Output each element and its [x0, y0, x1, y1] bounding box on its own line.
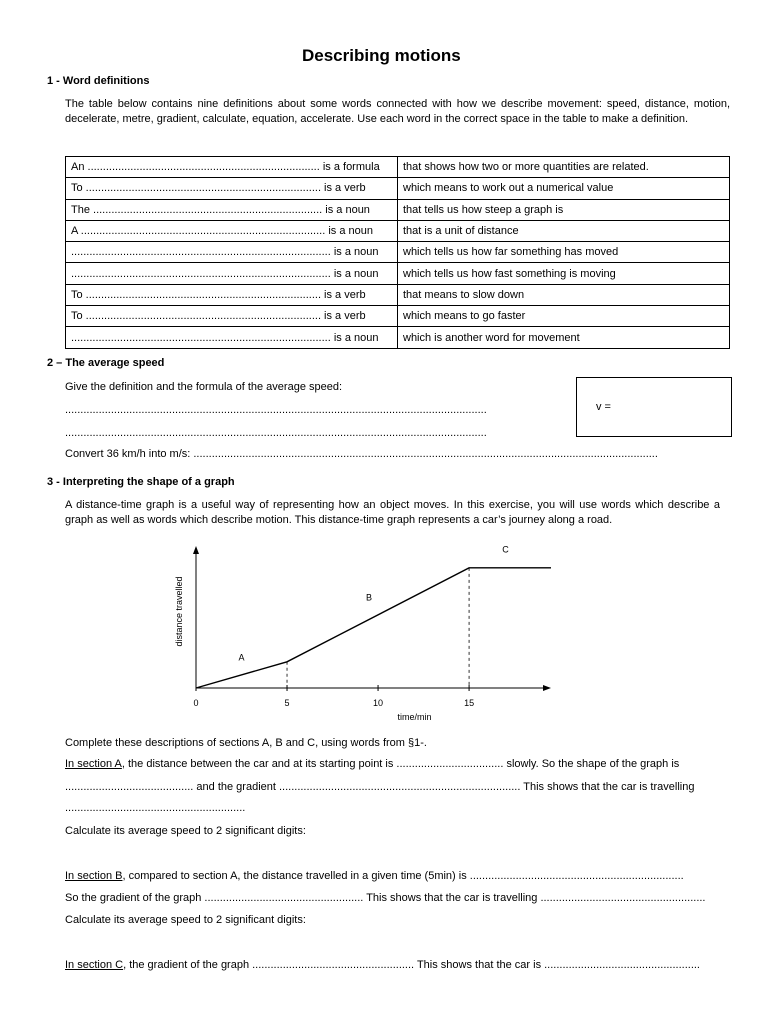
x-tick-label: 15: [464, 698, 475, 708]
calc-b-prompt: Calculate its average speed to 2 significant digits:: [65, 914, 306, 926]
section2-prompt: Give the definition and the formula of the average speed:: [65, 381, 343, 393]
table-row: [66, 199, 730, 220]
table-row: [66, 178, 730, 199]
definition-text-cell: which tells us how far something has moved: [398, 242, 730, 263]
section2-heading: 2 – The average speed: [47, 357, 165, 369]
section-b-line-2[interactable]: So the gradient of the graph .................................................... This shows that the car is travelling ......................................................: [65, 892, 706, 904]
section-annotation: C: [502, 544, 509, 555]
section1-heading: 1 - Word definitions: [47, 75, 150, 87]
section-annotation: B: [365, 592, 372, 603]
y-axis-arrow: [193, 546, 199, 554]
table-row: [66, 242, 730, 263]
convert-line[interactable]: Convert 36 km/h into m/s: ........................................................................................................................................................: [65, 448, 658, 460]
section-c-line-1: [65, 958, 700, 973]
x-tick-label: 10: [373, 698, 384, 708]
definition-term-cell[interactable]: The ........................................................................... is a noun: [66, 199, 398, 220]
definition-term-cell[interactable]: An ............................................................................ is a formula: [66, 157, 398, 178]
section1-intro: The table below contains nine definitions about some words connected with how we describe movement: speed, distance, motion, decelerate, metre, gradient, calculate, equation, accelerate. Use each word in the correct space in the table to make a definition.: [65, 98, 730, 125]
page-title: Describing motions: [302, 46, 461, 65]
definition-text-cell: that tells us how steep a graph is: [398, 199, 730, 220]
definition-term-cell[interactable]: ..................................................................................... is a noun: [66, 327, 398, 348]
formula-box[interactable]: [576, 377, 732, 437]
series-line: [196, 568, 551, 688]
y-axis-label: distance travelled: [174, 576, 184, 647]
definition-term-cell[interactable]: To ............................................................................. is a verb: [66, 284, 398, 305]
section-a-line-2[interactable]: .......................................... and the gradient ............................................................................... This shows that the car is travelling: [65, 781, 695, 793]
definition-term-cell[interactable]: ..................................................................................... is a noun: [66, 242, 398, 263]
answer-line-2[interactable]: ..........................................................................................................................................: [65, 427, 487, 439]
section-b-label: In section B: [65, 870, 123, 882]
section-a-label: In section A: [65, 758, 122, 770]
definition-text-cell: which means to work out a numerical value: [398, 178, 730, 199]
answer-line-1[interactable]: ..........................................................................................................................................: [65, 404, 487, 416]
definition-text-cell: which means to go faster: [398, 306, 730, 327]
definition-term-cell[interactable]: A ................................................................................ is a noun: [66, 220, 398, 241]
section-c-text[interactable]: , the gradient of the graph ..................................................... This shows that the car is ...................................................: [123, 959, 700, 971]
table-row: [66, 306, 730, 327]
x-tick-label: 5: [284, 698, 290, 708]
section-c-label: In section C: [65, 959, 124, 971]
distance-time-chart: [160, 540, 560, 730]
section-b-text[interactable]: , compared to section A, the distance travelled in a given time (5min) is ......................................................................: [122, 870, 684, 882]
definition-term-cell[interactable]: ..................................................................................... is a noun: [66, 263, 398, 284]
definition-text-cell: that is a unit of distance: [398, 220, 730, 241]
definitions-table: [65, 156, 730, 349]
section-a-line-3[interactable]: ...........................................................: [65, 802, 246, 814]
table-row: [66, 263, 730, 284]
table-row: [66, 327, 730, 348]
table-row: [66, 284, 730, 305]
section-a-text[interactable]: , the distance between the car and at its starting point is ................................... slowly. So the shape of the graph is: [121, 758, 680, 770]
section-annotation: A: [238, 652, 245, 663]
section3-heading: 3 - Interpreting the shape of a graph: [47, 476, 235, 488]
x-axis-arrow: [543, 685, 551, 691]
complete-instruction: Complete these descriptions of sections A, B and C, using words from §1-.: [65, 737, 427, 749]
definition-text-cell: which tells us how fast something is moving: [398, 263, 730, 284]
table-row: [66, 157, 730, 178]
section3-intro: A distance-time graph is a useful way of representing how an object moves. In this exercise, you will use words which describe a graph as well as words which describe motion. This distance-time graph represents a car’s journey along a road.: [65, 499, 720, 526]
x-axis-label: time/min: [397, 712, 432, 722]
section-b-line-1: [65, 869, 684, 884]
definition-term-cell[interactable]: To ............................................................................. is a verb: [66, 306, 398, 327]
definition-text-cell: which is another word for movement: [398, 327, 730, 348]
table-row: [66, 220, 730, 241]
section-a-line-1: [65, 757, 679, 772]
x-tick-label: 0: [193, 698, 199, 708]
definition-text-cell: that shows how two or more quantities are related.: [398, 157, 730, 178]
definition-text-cell: that means to slow down: [398, 284, 730, 305]
calc-a-prompt: Calculate its average speed to 2 significant digits:: [65, 825, 306, 837]
definition-term-cell[interactable]: To ............................................................................. is a verb: [66, 178, 398, 199]
formula-label: v =: [596, 401, 611, 413]
